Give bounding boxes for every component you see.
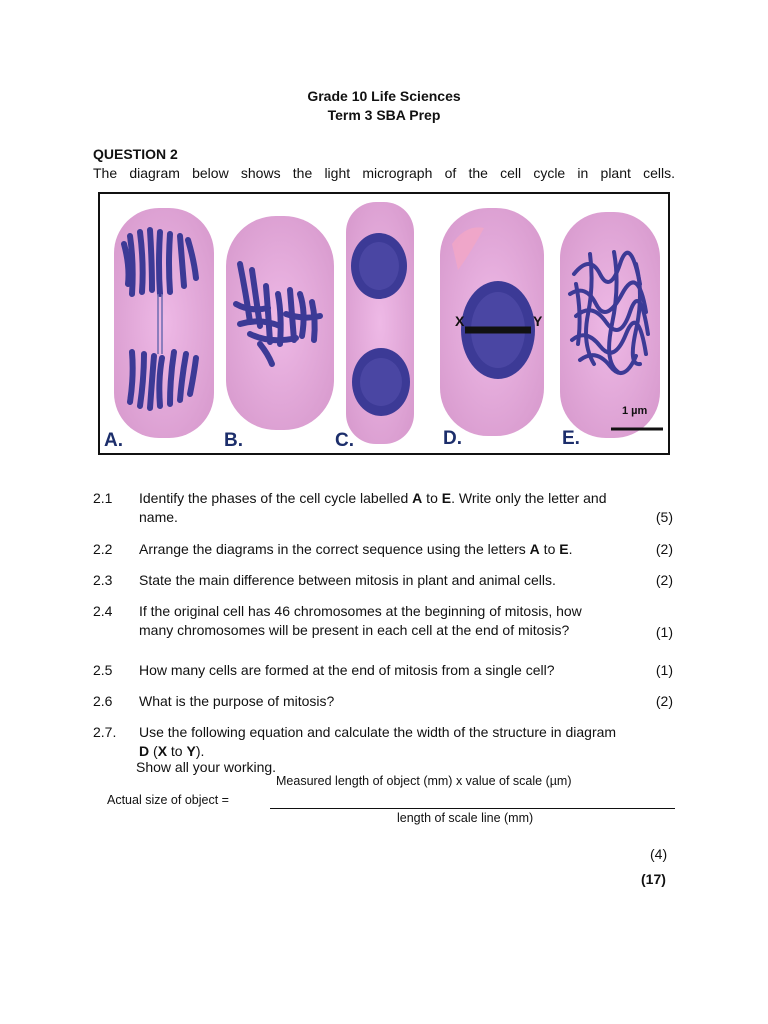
item-number: 2.7. xyxy=(93,724,117,740)
question-item-2-4: 2.4 If the original cell has 46 chromosomes at the beginning of mitosis, how many chromosomes will be present in each cell at the end of mitosis? (1) xyxy=(93,603,673,640)
mark-2-7: (4) xyxy=(650,846,668,862)
item-number: 2.4 xyxy=(93,603,113,619)
total-mark: (17) xyxy=(641,871,666,887)
question-item-2-5: 2.5 How many cells are formed at the end of mitosis from a single cell? (1) xyxy=(93,662,673,678)
question-heading: QUESTION 2 xyxy=(93,146,178,162)
fraction-line xyxy=(270,808,675,809)
item-mark: (2) xyxy=(655,572,673,588)
item-number: 2.6 xyxy=(93,693,113,709)
question-intro: The diagram below shows the light micrograph of the cell cycle in plant cells. xyxy=(93,165,675,181)
label-d: D. xyxy=(443,428,462,449)
item-number: 2.3 xyxy=(93,572,113,588)
item-mark: (5) xyxy=(655,509,673,525)
item-number: 2.1 xyxy=(93,490,113,506)
label-a: A. xyxy=(104,430,123,451)
item-mark: (1) xyxy=(655,624,673,640)
label-x: X xyxy=(455,313,465,329)
equation-denominator: length of scale line (mm) xyxy=(397,811,534,825)
micrograph-figure xyxy=(98,192,670,455)
cell-c xyxy=(346,202,414,444)
cell-b xyxy=(226,216,334,430)
label-c: C. xyxy=(335,430,354,451)
equation-numerator: Measured length of object (mm) x value of scale (µm) xyxy=(276,774,572,788)
item-mark: (2) xyxy=(655,693,673,709)
question-item-2-1: 2.1 Identify the phases of the cell cycle labelled A to E. Write only the letter and name. (5) xyxy=(93,490,673,525)
page-subtitle: Term 3 SBA Prep xyxy=(327,107,441,123)
question-item-2-6: 2.6 What is the purpose of mitosis? (2) xyxy=(93,693,673,709)
page-title: Grade 10 Life Sciences xyxy=(307,88,461,104)
question-item-2-2: 2.2 Arrange the diagrams in the correct sequence using the letters A to E. (2) xyxy=(93,541,673,557)
question-item-2-3: 2.3 State the main difference between mitosis in plant and animal cells. (2) xyxy=(93,572,673,588)
label-y: Y xyxy=(533,313,543,329)
equation-lhs: Actual size of object = xyxy=(107,793,229,807)
show-working-note: Show all your working. xyxy=(136,759,277,775)
micrograph-image xyxy=(100,194,668,453)
label-e: E. xyxy=(562,428,580,449)
item-mark: (2) xyxy=(655,541,673,557)
cell-a xyxy=(114,208,214,438)
item-number: 2.2 xyxy=(93,541,113,557)
label-b: B. xyxy=(224,430,243,451)
question-item-2-7: 2.7. Use the following equation and calculate the width of the structure in diagram D (X to Y). Show all your working. xyxy=(93,724,617,775)
item-mark: (1) xyxy=(655,662,673,678)
item-number: 2.5 xyxy=(93,662,113,678)
scale-label: 1 µm xyxy=(622,405,648,417)
